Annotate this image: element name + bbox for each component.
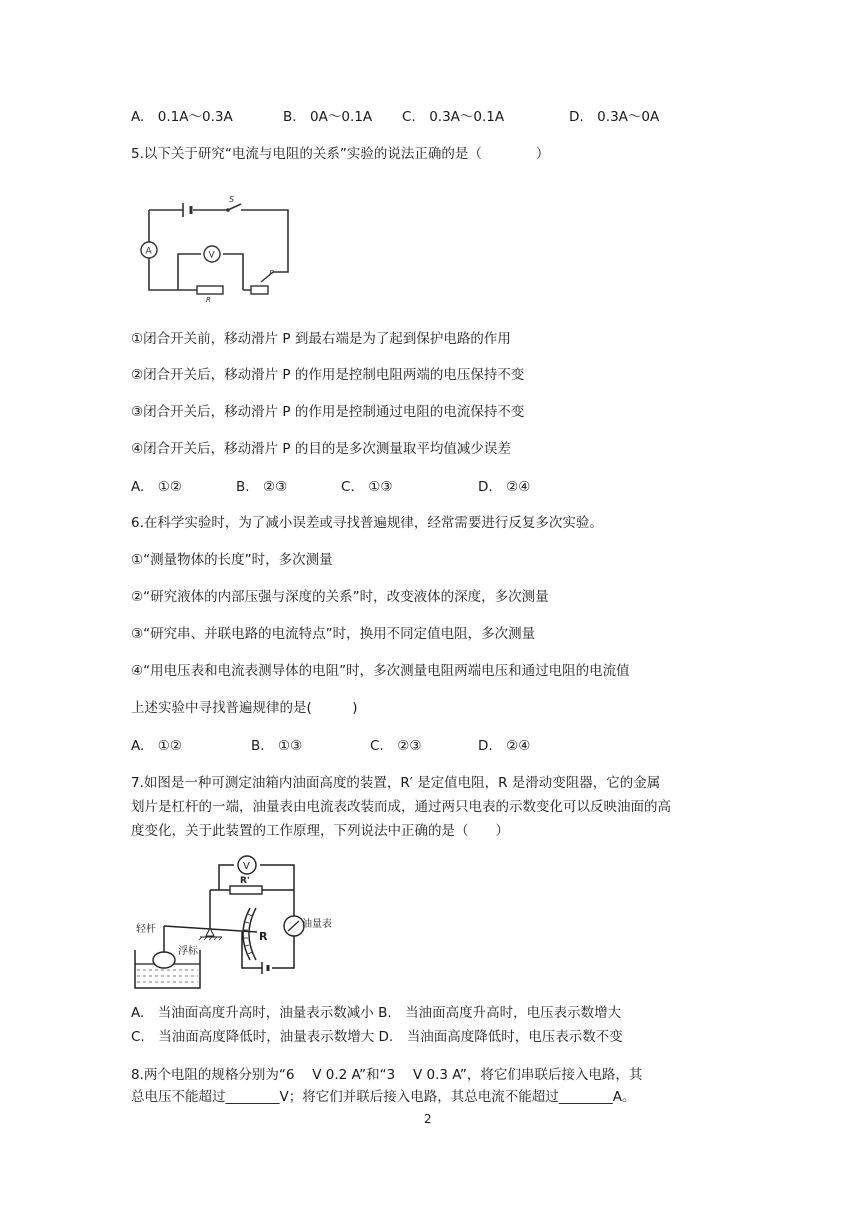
q6-stem: 6.在科学实验时，为了减小误差或寻找普遍规律，经常需要进行反复多次实验。 <box>131 515 603 531</box>
q7-r-label: R <box>259 930 268 943</box>
q7-oil-gauge-figure <box>132 852 342 990</box>
q7-stem-line-3: 度变化，关于此装置的工作原理，下列说法中正确的是（ ） <box>131 823 509 839</box>
q6-statement-2: ②“研究液体的内部压强与深度的关系”时，改变液体的深度，多次测量 <box>131 589 549 605</box>
q7-float-label: 浮标 <box>178 946 198 957</box>
q7-option-cd: C. 当油面高度降低时，油量表示数增大 D. 当油面高度降低时，电压表示数不变 <box>131 1029 623 1045</box>
q5-slider-label: P <box>269 269 274 278</box>
q5-stem: 5.以下关于研究“电流与电阻的关系”实验的说法正确的是（ ） <box>131 146 550 162</box>
q5-voltmeter-label: V <box>208 250 215 261</box>
q4-option-c: C. 0.3A～0.1A <box>402 109 505 125</box>
q4-option-b: B. 0A～0.1A <box>283 109 373 125</box>
q7-voltmeter-label: V <box>243 861 250 872</box>
q5-switch-label: S <box>229 195 235 204</box>
q5-ammeter-label: A <box>145 246 152 257</box>
q7-stem-line-2: 划片是杠杆的一端，油量表由电流表改装而成，通过两只电表的示数变化可以反映油面的高 <box>131 799 671 815</box>
q7-stem-line-1: 7.如图是一种可测定油箱内油面高度的装置，R′ 是定值电阻，R 是滑动变阻器，它的金属 <box>131 775 661 791</box>
page-number: 2 <box>424 1112 432 1126</box>
q5-statement-4: ④闭合开关后，移动滑片 P 的目的是多次测量取平均值减少误差 <box>131 441 511 457</box>
q6-option-a: A. ①② <box>131 738 182 754</box>
q5-option-c: C. ①③ <box>341 479 393 495</box>
q7-r-prime-label: R' <box>240 876 250 886</box>
q7-gauge-label: 油量表 <box>302 919 332 930</box>
q4-option-d: D. 0.3A～0A <box>569 109 660 125</box>
q6-statement-4: ④“用电压表和电流表测导体的电阻”时，多次测量电阻两端电压和通过电阻的电流值 <box>131 663 630 679</box>
q5-circuit-figure <box>133 190 293 302</box>
q4-option-a: A. 0.1A～0.3A <box>131 109 233 125</box>
q6-option-c: C. ②③ <box>370 738 422 754</box>
q8-stem-line-1: 8.两个电阻的规格分别为“6 V 0.2 A”和“3 V 0.3 A”，将它们串联后接入电路，其 <box>131 1067 643 1083</box>
q6-statement-3: ③“研究串、并联电路的电流特点”时，换用不同定值电阻，多次测量 <box>131 626 536 642</box>
q6-option-d: D. ②④ <box>478 738 531 754</box>
q7-option-ab: A. 当油面高度升高时，油量表示数减小 B. 当油面高度升高时，电压表示数增大 <box>131 1005 622 1021</box>
q5-statement-3: ③闭合开关后，移动滑片 P 的作用是控制通过电阻的电流保持不变 <box>131 404 525 420</box>
q6-option-b: B. ①③ <box>251 738 303 754</box>
q6-statement-1: ①“测量物体的长度”时，多次测量 <box>131 552 333 568</box>
q7-lever-label: 轻杆 <box>136 924 156 935</box>
q5-option-a: A. ①② <box>131 479 182 495</box>
q6-question: 上述实验中寻找普遍规律的是( ) <box>131 700 358 716</box>
q5-resistor-label: R <box>206 296 211 302</box>
q5-statement-1: ①闭合开关前，移动滑片 P 到最右端是为了起到保护电路的作用 <box>131 331 511 347</box>
q8-stem-line-2: 总电压不能超过________V；将它们并联后接入电路，其总电流不能超过________A。 <box>131 1089 636 1105</box>
q5-option-b: B. ②③ <box>236 479 288 495</box>
q5-statement-2: ②闭合开关后，移动滑片 P 的作用是控制电阻两端的电压保持不变 <box>131 367 525 383</box>
q5-option-d: D. ②④ <box>478 479 531 495</box>
